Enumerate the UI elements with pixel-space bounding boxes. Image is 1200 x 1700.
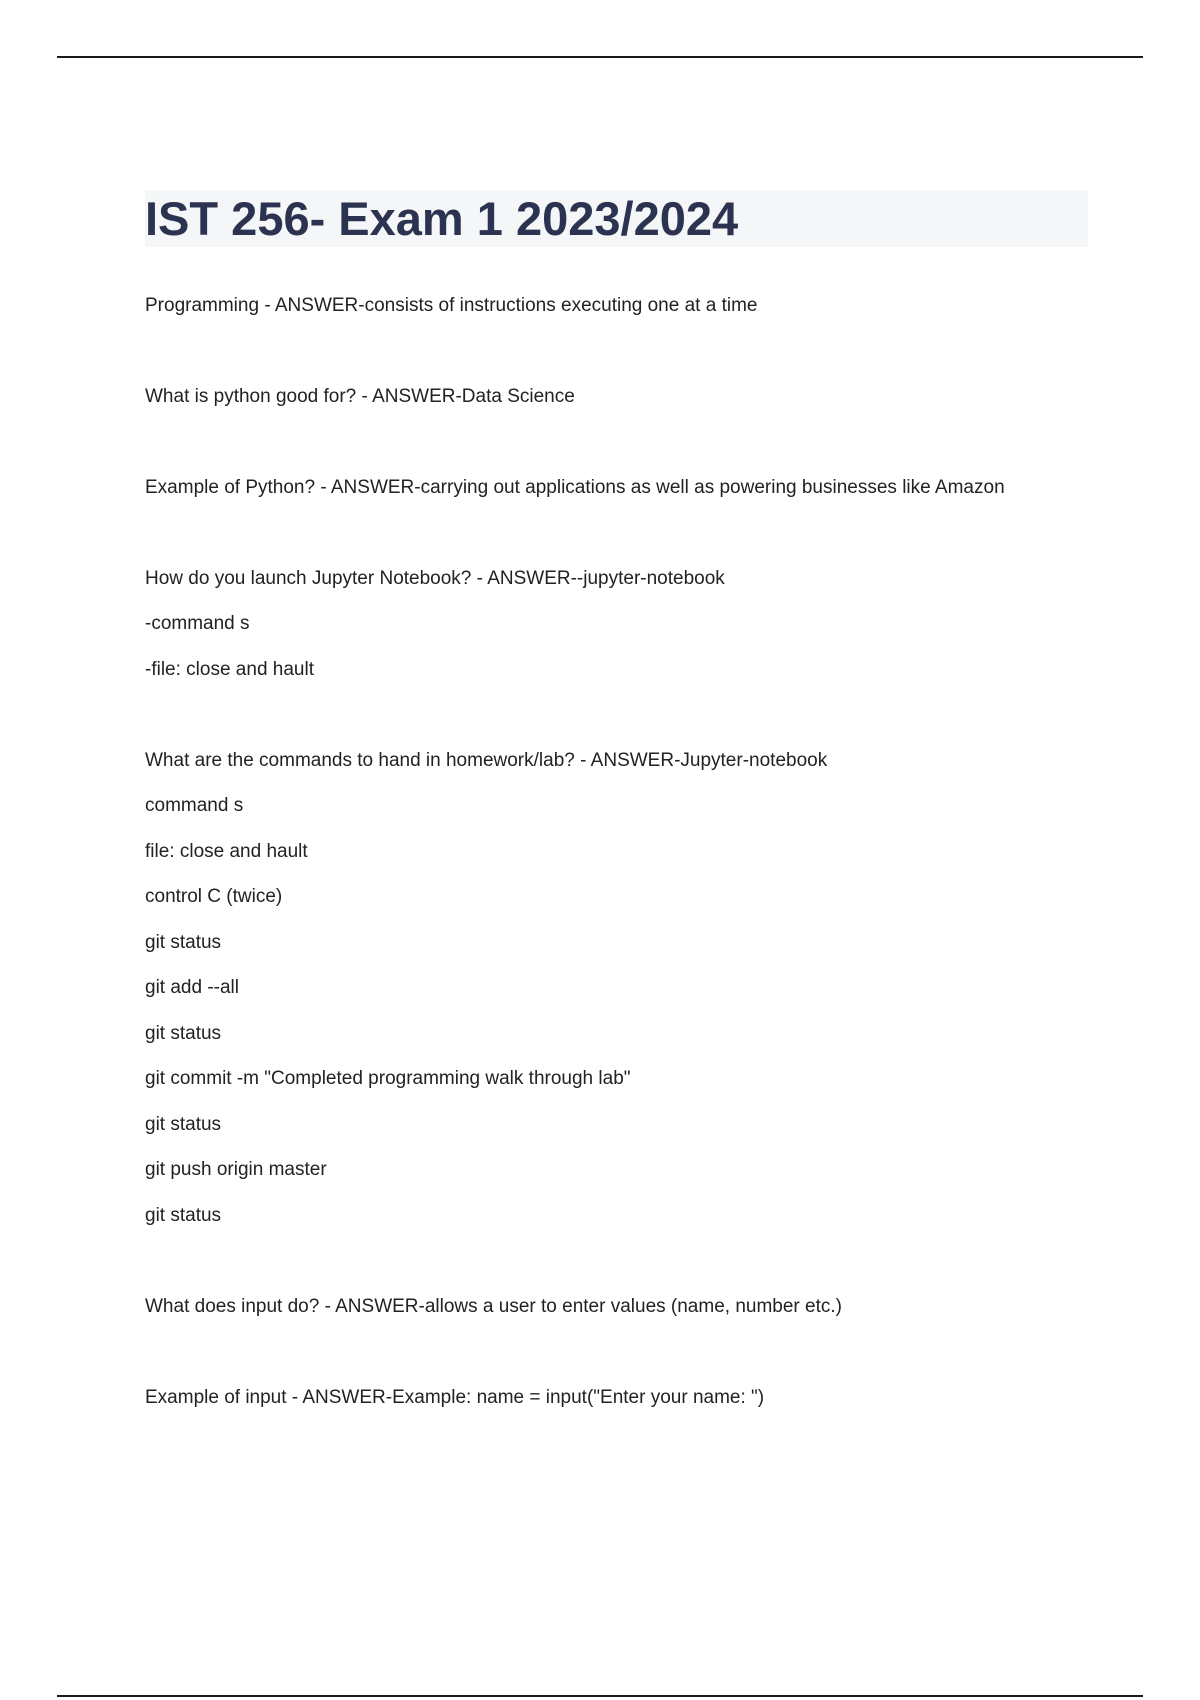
answer-line: file: close and hault (145, 841, 308, 862)
answer-line: git add --all (145, 977, 239, 998)
answer-line: -file: close and hault (145, 659, 314, 680)
answer-line: git status (145, 1205, 222, 1226)
answer-line: git status (145, 1023, 222, 1044)
answer-line: command s (145, 795, 244, 816)
answer-line: git push origin master (145, 1159, 327, 1180)
qa-programming: Programming - ANSWER-consists of instructions executing one at a time (145, 295, 758, 316)
qa-python-good-for: What is python good for? - ANSWER-Data Science (145, 386, 575, 407)
answer-line: -command s (145, 613, 250, 634)
qa-what-input-does: What does input do? - ANSWER-allows a user to enter values (name, number etc.) (145, 1296, 842, 1317)
footer-rule (57, 1695, 1143, 1697)
answer-line: control C (twice) (145, 886, 283, 907)
answer-line: git commit -m "Completed programming walk through lab" (145, 1068, 631, 1089)
answer-line: git status (145, 1114, 222, 1135)
qa-hand-in-commands: What are the commands to hand in homework/lab? - ANSWER-Jupyter-notebook (145, 750, 828, 771)
qa-example-of-input: Example of input - ANSWER-Example: name = input("Enter your name: ") (145, 1387, 765, 1408)
document-title: IST 256- Exam 1 2023/2024 (145, 192, 739, 245)
answer-line: git status (145, 932, 222, 953)
qa-example-of-python: Example of Python? - ANSWER-carrying out applications as well as powering businesses like Amazon (145, 477, 1005, 498)
qa-launch-jupyter: How do you launch Jupyter Notebook? - ANSWER--jupyter-notebook (145, 568, 725, 589)
header-rule (57, 56, 1143, 58)
